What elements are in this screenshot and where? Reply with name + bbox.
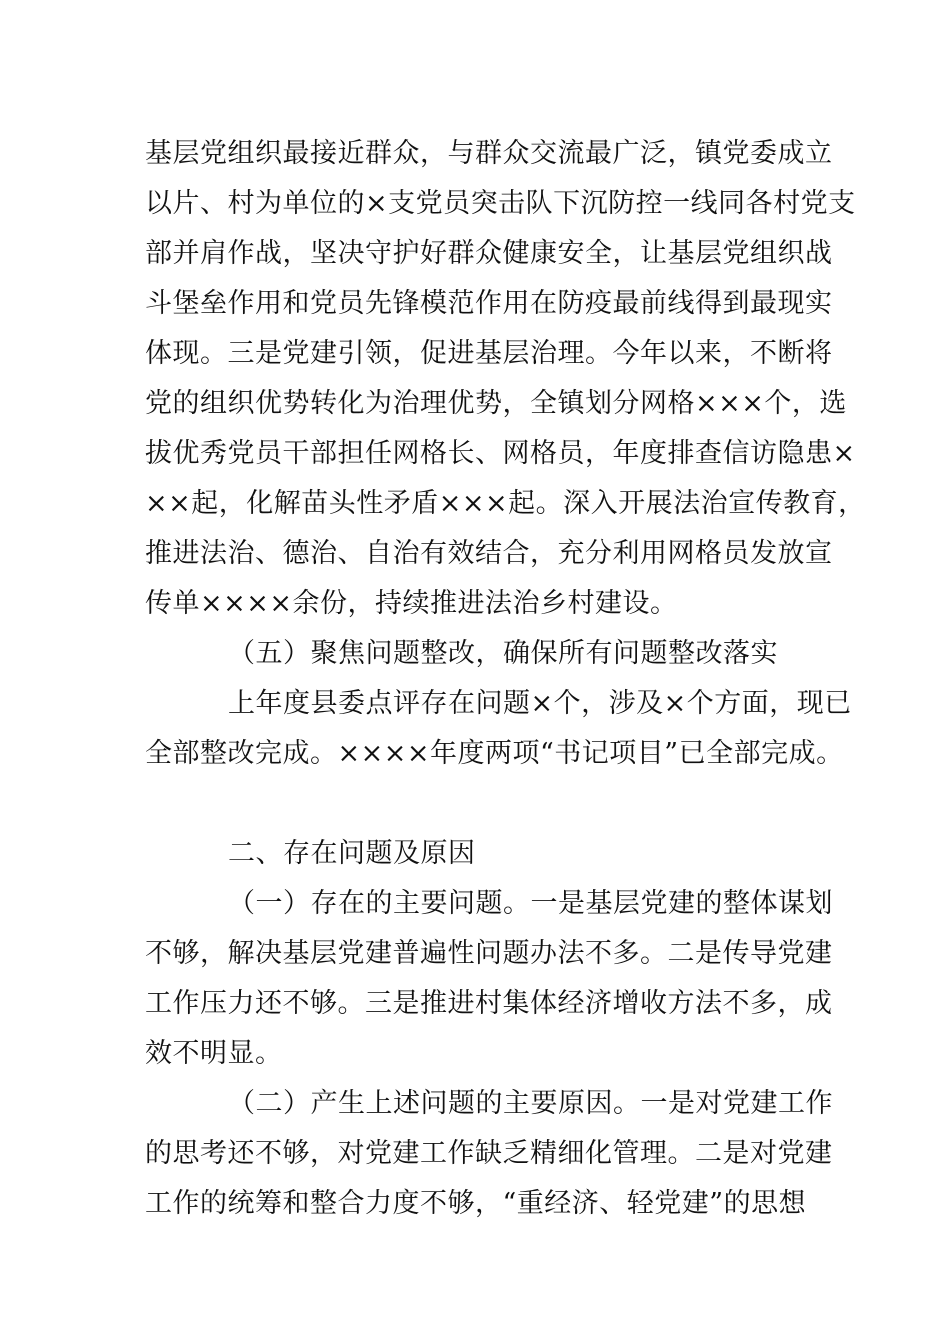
body-text-line: 以片、村为单位的×支党员突击队下沉防控一线同各村党支 xyxy=(145,188,856,219)
body-text-line: ××起，化解苗头性矛盾×××起。深入开展法治宣传教育， xyxy=(145,488,866,519)
body-text-line: 党的组织优势转化为治理优势，全镇划分网格×××个，选 xyxy=(145,388,847,419)
body-text-line: 工作压力还不够。三是推进村集体经济增收方法不多，成 xyxy=(145,988,833,1019)
body-text-line: 全部整改完成。××××年度两项“书记项目”已全部完成。 xyxy=(145,738,844,769)
body-text-line: （二）产生上述问题的主要原因。一是对党建工作 xyxy=(228,1088,833,1119)
body-text-line: 工作的统筹和整合力度不够，“重经济、轻党建”的思想 xyxy=(145,1188,807,1219)
body-text-line: （一）存在的主要问题。一是基层党建的整体谋划 xyxy=(228,888,833,919)
body-text-line: 传单××××余份，持续推进法治乡村建设。 xyxy=(145,588,678,619)
body-text-line: 不够，解决基层党建普遍性问题办法不多。二是传导党建 xyxy=(145,938,833,969)
body-text-line: 的思考还不够，对党建工作缺乏精细化管理。二是对党建 xyxy=(145,1138,833,1169)
chapter-heading: 二、存在问题及原因 xyxy=(228,838,476,869)
body-text-line: 推进法治、德治、自治有效结合，充分利用网格员发放宣 xyxy=(145,538,833,569)
body-text-line: 上年度县委点评存在问题×个，涉及×个方面，现已 xyxy=(228,688,852,719)
body-text-line: 体现。三是党建引领，促进基层治理。今年以来，不断将 xyxy=(145,338,833,369)
body-text-line: 基层党组织最接近群众，与群众交流最广泛，镇党委成立 xyxy=(145,138,833,169)
body-text-line: 斗堡垒作用和党员先锋模范作用在防疫最前线得到最现实 xyxy=(145,288,833,319)
body-text-line: 拔优秀党员干部担任网格长、网格员，年度排查信访隐患× xyxy=(145,438,856,469)
body-text-line: 效不明显。 xyxy=(145,1038,283,1069)
body-text-line: 部并肩作战，坚决守护好群众健康安全，让基层党组织战 xyxy=(145,238,833,269)
section-heading: （五）聚焦问题整改，确保所有问题整改落实 xyxy=(228,638,778,669)
